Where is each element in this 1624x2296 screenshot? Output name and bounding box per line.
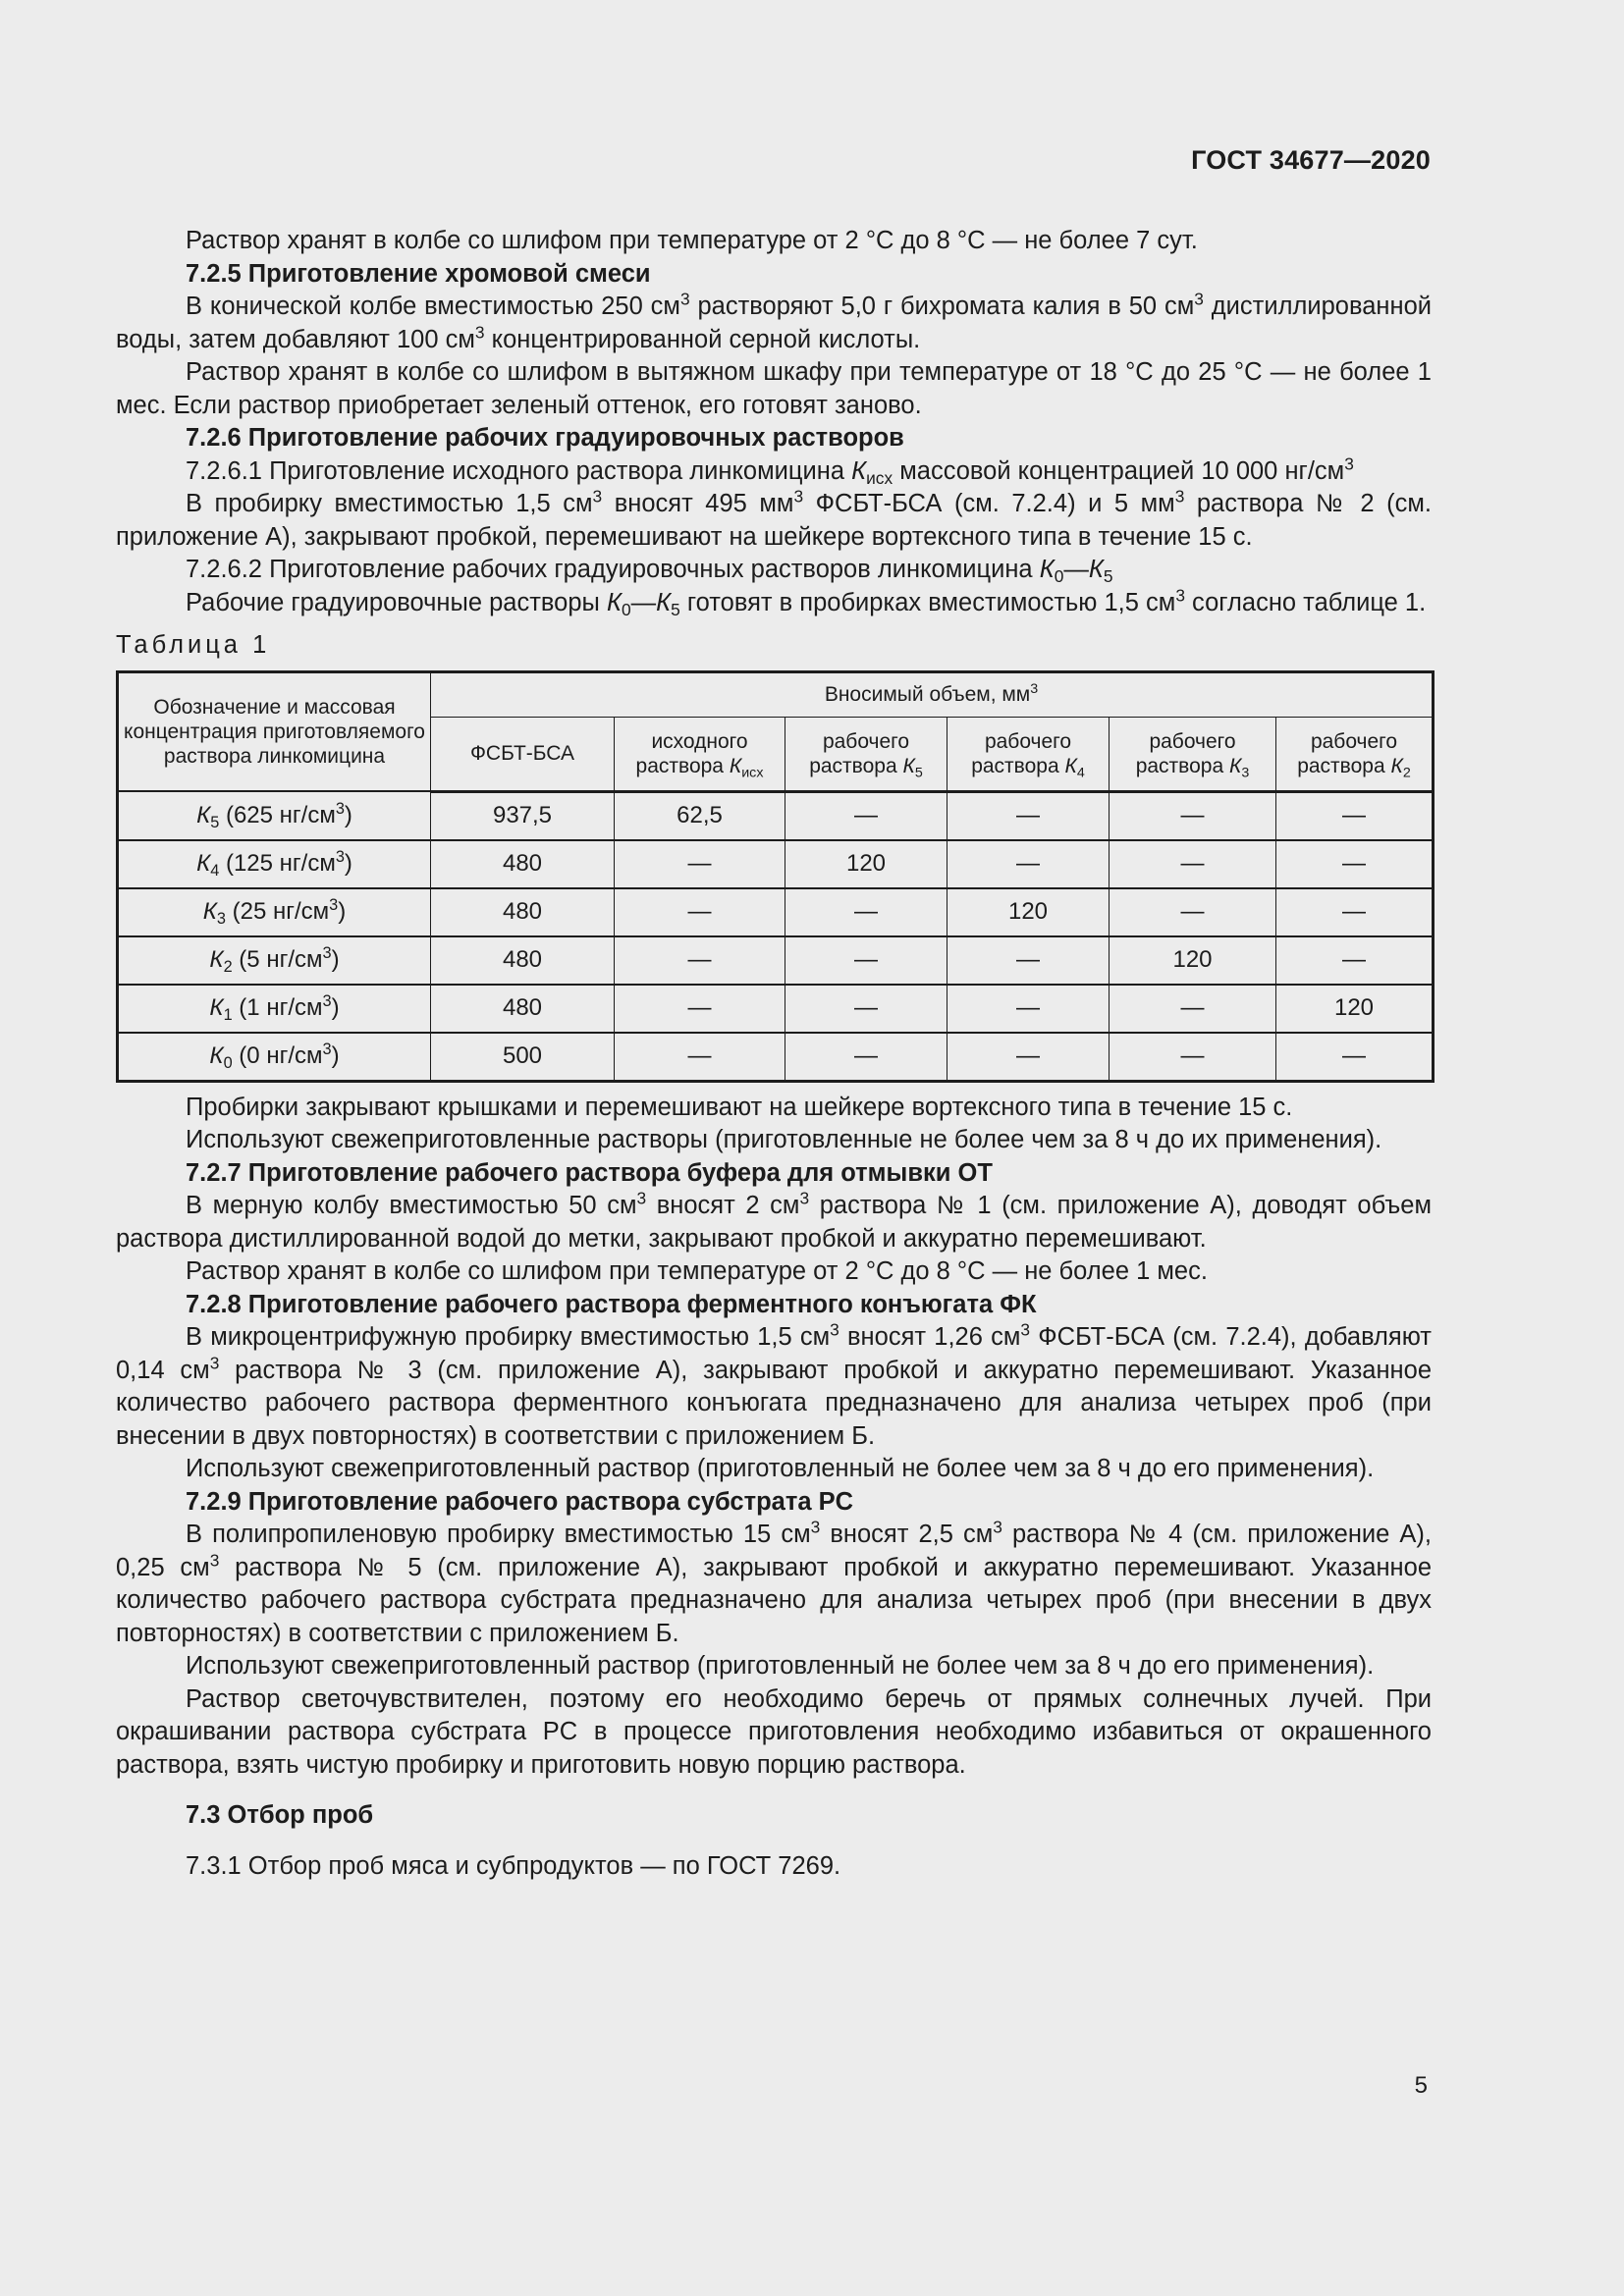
paragraph: 7.2.6.1 Приготовление исходного раствора линкомицина $К_{исх}$ массовой концентрацией 10 000 $нг/см^3$ — [186, 453, 1354, 488]
table-caption: Таблица 1 — [116, 631, 271, 659]
table-cell: 500 — [431, 1033, 615, 1082]
paragraph: Пробирки закрывают крышками и перемешивают на шейкере вортексного типа в течение 15 с. — [186, 1093, 1293, 1121]
paragraph: Раствор хранят в колбе со шлифом при температуре от 2 °С до 8 °С — не более 7 сут. — [186, 227, 1198, 254]
row-label: $К_2$ (5 $нг/см^3$) — [118, 936, 431, 985]
table-header-fsbt: ФСБТ-БСА — [431, 717, 615, 791]
table-cell: — — [1276, 791, 1434, 840]
paragraph: 7.2.6.2 Приготовление рабочих градуировочных растворов линкомицина $К_0—К_5$ — [186, 556, 1113, 587]
section-heading-7-2-6: 7.2.6 Приготовление рабочих градуировочных растворов — [186, 424, 904, 452]
paragraph: Используют свежеприготовленный раствор (приготовленный не более чем за 8 ч до его применения). — [186, 1652, 1375, 1680]
table-cell: — — [1276, 888, 1434, 936]
table-header-k3: рабочего раствора $К_3$ — [1110, 717, 1276, 791]
table-cell: — — [1276, 1033, 1434, 1082]
table-row — [118, 985, 1434, 1033]
paragraph: Раствор светочувствителен, поэтому его необходимо беречь от прямых солнечных лучей. При окрашивании раствора субстрата PC в процессе приготовления необходимо избавиться от окрашенного раствора, взять чистую пробирку и приготовить новую порцию раствора. — [116, 1684, 1432, 1779]
table-cell: — — [947, 791, 1110, 840]
table-cell: 480 — [431, 888, 615, 936]
table-cell: — — [1110, 840, 1276, 888]
paragraph: Раствор хранят в колбе со шлифом при температуре от 2 °С до 8 °С — не более 1 мес. — [186, 1257, 1208, 1285]
table-cell: — — [1276, 936, 1434, 985]
table-cell: 937,5 — [431, 791, 615, 840]
table-cell: — — [1276, 840, 1434, 888]
table-cell: — — [1110, 888, 1276, 936]
paragraph: Рабочие градуировочные растворы $К_0—К_5$ готовят в пробирках вместимостью 1,5 $см^3$ согласно таблице 1. — [186, 584, 1427, 619]
table-cell: 480 — [431, 840, 615, 888]
section-heading-7-2-9: 7.2.9 Приготовление рабочего раствора субстрата PC — [186, 1487, 854, 1516]
paragraph: В полипропиленовую пробирку вместимостью 15 $см^3$ вносят 2,5 $см^3$ раствора № 4 (см. приложение А), 0,25 $см^3$ раствора № 5 (см. приложение А), закрывают пробкой и аккуратно перемешивают. Указанное количество рабочего раствора субстрата предназначено для анализа четырех проб (при внесении в двух повторностях) в соответствии с приложением Б. — [116, 1517, 1432, 1647]
table-cell: — — [785, 791, 947, 840]
table-row — [118, 936, 1434, 985]
calibration-table — [116, 670, 1435, 1083]
table-cell: 62,5 — [615, 791, 785, 840]
table-cell: — — [615, 840, 785, 888]
table-cell: 480 — [431, 985, 615, 1033]
table-cell: — — [785, 936, 947, 985]
standard-header: ГОСТ 34677—2020 — [1191, 145, 1431, 175]
table-header-k5: рабочего раствора $К_5$ — [785, 717, 947, 791]
table-cell: 120 — [947, 888, 1110, 936]
paragraph: Используют свежеприготовленные растворы (приготовленные не более чем за 8 ч до их применения). — [186, 1126, 1382, 1153]
table-cell: — — [1110, 791, 1276, 840]
row-label: $К_0$ (0 $нг/см^3$) — [118, 1033, 431, 1082]
table-row — [118, 791, 1434, 840]
table-cell: 480 — [431, 936, 615, 985]
paragraph: В мерную колбу вместимостью 50 $см^3$ вносят 2 $см^3$ раствора № 1 (см. приложение А), доводят объем раствора дистиллированной водой до метки, закрывают пробкой и аккуратно перемешивают. — [116, 1188, 1433, 1253]
table-header-designation: Обозначение и массовая концентрация приготовляемого раствора линкомицина — [118, 671, 431, 791]
row-label: $К_4$ (125 $нг/см^3$) — [118, 840, 431, 888]
paragraph: В пробирку вместимостью 1,5 $см^3$ вносят 495 $мм^3$ ФСБТ-БСА (см. 7.2.4) и 5 $мм^3$ раствора № 2 (см. приложение А), закрывают пробкой, перемешивают на шейкере вортексного типа в течение 15 с. — [116, 486, 1432, 551]
table-row — [118, 888, 1434, 936]
table-cell: — — [615, 888, 785, 936]
paragraph: Раствор хранят в колбе со шлифом в вытяжном шкафу при температуре от 18 °С до 25 °С — не более 1 мес. Если раствор приобретает зеленый оттенок, его готовят заново. — [116, 358, 1432, 419]
section-heading-7-2-8: 7.2.8 Приготовление рабочего раствора ферментного конъюгата ФК — [186, 1290, 1037, 1318]
table-header-k4: рабочего раствора $К_4$ — [947, 717, 1110, 791]
table-row — [118, 1033, 1434, 1082]
table-cell: — — [615, 936, 785, 985]
table-cell: — — [947, 936, 1110, 985]
section-heading-7-3: 7.3 Отбор проб — [186, 1801, 374, 1829]
row-label: $К_5$ (625 $нг/см^3$) — [118, 791, 431, 840]
table-header-volume: Вносимый объем, $мм^3$ — [431, 671, 1434, 717]
table-cell: — — [1110, 1033, 1276, 1082]
table-cell: 120 — [785, 840, 947, 888]
table-cell: — — [1110, 985, 1276, 1033]
table-header-isx: исходного раствора $К_{исх}$ — [615, 717, 785, 791]
table-cell: — — [785, 1033, 947, 1082]
table-header-k2: рабочего раствора $К_2$ — [1276, 717, 1434, 791]
table-cell: — — [615, 985, 785, 1033]
table-cell: — — [947, 840, 1110, 888]
row-label: $К_3$ (25 $нг/см^3$) — [118, 888, 431, 936]
table-cell: — — [947, 985, 1110, 1033]
section-heading-7-2-7: 7.2.7 Приготовление рабочего раствора буфера для отмывки ОТ — [186, 1158, 993, 1187]
paragraph: Используют свежеприготовленный раствор (приготовленный не более чем за 8 ч до его применения). — [186, 1455, 1375, 1482]
paragraph: 7.3.1 Отбор проб мяса и субпродуктов — по ГОСТ 7269. — [186, 1851, 841, 1880]
row-label: $К_1$ (1 $нг/см^3$) — [118, 985, 431, 1033]
page-number: 5 — [1414, 2072, 1428, 2099]
table-cell: — — [785, 888, 947, 936]
table-cell: 120 — [1276, 985, 1434, 1033]
paragraph: В конической колбе вместимостью 250 $см^3$ растворяют 5,0 г бихромата калия в 50 $см^3$ дистиллированной воды, затем добавляют 100 $см^3$ концентрированной серной кислоты. — [116, 289, 1432, 353]
table-cell: 120 — [1110, 936, 1276, 985]
paragraph: В микроцентрифужную пробирку вместимостью 1,5 $см^3$ вносят 1,26 $см^3$ ФСБТ-БСА (см. 7.2.4), добавляют 0,14 $см^3$ раствора № 3 (см. приложение А), закрывают пробкой и аккуратно перемешивают. Указанное количество рабочего раствора ферментного конъюгата предназначено для анализа четырех проб (при внесении в двух повторностях) в соответствии с приложением Б. — [116, 1319, 1432, 1450]
table-cell: — — [785, 985, 947, 1033]
document-body — [116, 225, 1432, 1883]
section-heading-7-2-5: 7.2.5 Приготовление хромовой смеси — [186, 259, 651, 288]
table-cell: — — [947, 1033, 1110, 1082]
table-row — [118, 840, 1434, 888]
table-cell: — — [615, 1033, 785, 1082]
